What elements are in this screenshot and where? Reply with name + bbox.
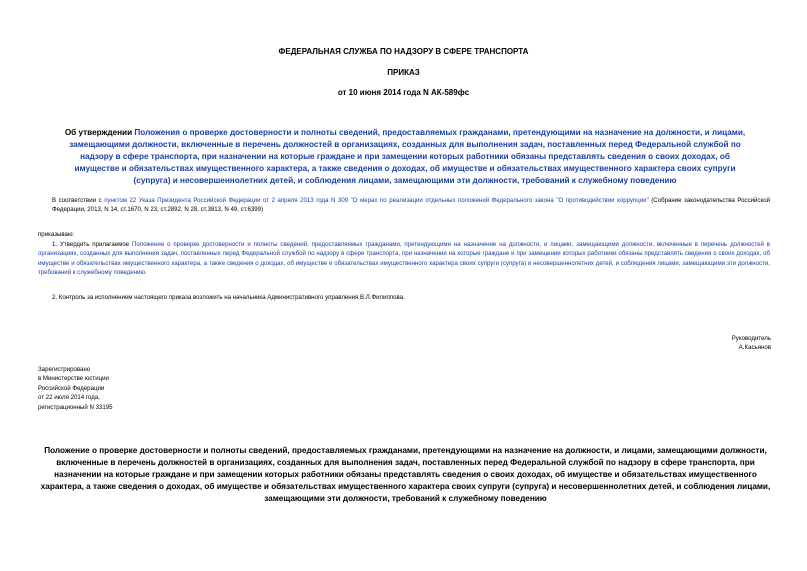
item-1-end: .	[144, 269, 147, 277]
signature-name: А.Касьянов	[738, 344, 771, 352]
agency-title: ФЕДЕРАЛЬНАЯ СЛУЖБА ПО НАДЗОРУ В СФЕРЕ ТРАНСПОРТА	[278, 47, 529, 56]
order-heading	[60, 127, 750, 187]
registration-line-1: Зарегистрировано	[38, 366, 91, 373]
signature-title: Руководитель	[731, 335, 771, 342]
heading-prefix: Об утверждении	[64, 128, 135, 137]
date-number: от 10 июня 2014 года N АК-589фс	[337, 88, 470, 97]
item-1-text: 1. Утвердить прилагаемое	[52, 241, 133, 248]
preamble-link[interactable]: пунктом 22 Указа Президента Российской Федерации от 2 апреля 2013 года N 309 "О мерах по реализации отдельных положений Федерального закона "О противодействии коррупции"	[104, 197, 649, 204]
registration-line-5: регистрационный N 33195	[38, 403, 113, 411]
item-1	[38, 240, 770, 278]
registration-block	[38, 365, 113, 412]
registration-line-2: в Министерстве юстиции	[38, 375, 109, 383]
signature-block	[732, 334, 771, 353]
doc-type: ПРИКАЗ	[387, 68, 420, 77]
preamble-text-1: В соответствии с	[52, 197, 105, 204]
registration-line-4: от 22 июля 2014 года,	[38, 394, 100, 402]
preamble-paragraph	[52, 196, 770, 215]
heading-link[interactable]: Положения о проверке достоверности и полноты сведений, предоставляемых гражданами, претендующими на назначение на должности, и лицами, замещающими должности, включенные в перечень должностей в организациях, созданных для выполнения задач, поставленных перед Федеральной службой по надзору в сфере транспорта, при назначении на которые граждане и при замещении которых работники обязаны представлять сведения о своих доходах, об имуществе и обязательствах имущественного характера, а также сведения о доходах, об имуществе и обязательствах имущественного характера своих супруги (супруга) и несовершеннолетних детей, и соблюдения лицами, замещающими эти должности, требований к служебному поведению	[69, 128, 746, 185]
registration-line-3: Российской Федерации	[38, 384, 105, 392]
preamble-text-2: (Собрание законодательства Российской Федерации, 2013, N 14, ст.1670, N 23, ст.2892, N 28, ст.3813, N 49, ст.6399)	[52, 197, 770, 214]
item-1-link[interactable]: Положение о проверке достоверности и полноты сведений, предоставляемых гражданами, претендующими на назначение на должности, и лицами, замещающими должности, включенные в перечень должностей в организациях, созданных для выполнения задач, поставленных перед Федеральной службой по надзору в сфере транспорта, при назначении на которые граждане и при замещении которых работники обязаны представлять сведения о своих доходах, об имуществе и обязательствах имущественного характера, а также сведения о доходах, об имуществе и обязательствах имущественного характера своих супруги (супруга) и несовершеннолетних детей, и соблюдения лицами, замещающими эти должности, требований к служебному поведению	[38, 241, 770, 277]
item-2: 2. Контроль за исполнением настоящего приказа возложить на начальника Административного управления В.Л.Филиппова.	[52, 294, 405, 301]
order-word: приказываю:	[38, 231, 75, 238]
regulation-title: Положение о проверке достоверности и полноты сведений, предоставляемых гражданами, претендующими на назначение на должности, и лицами, замещающими должности, включенные в перечень должностей в организациях, созданных для выполнения задач, поставленных перед Федеральной службой по надзору в сфере транспорта, при назначении на которые граждане и при замещении которых работники обязаны представлять сведения о своих доходах, об имуществе и обязательствах имущественного характера, а также сведения о доходах, об имуществе и обязательствах имущественного характера своих супруги (супруга) и несовершеннолетних детей, и соблюдения лицами, замещающими эти должности, требований к служебному поведению	[40, 446, 771, 503]
